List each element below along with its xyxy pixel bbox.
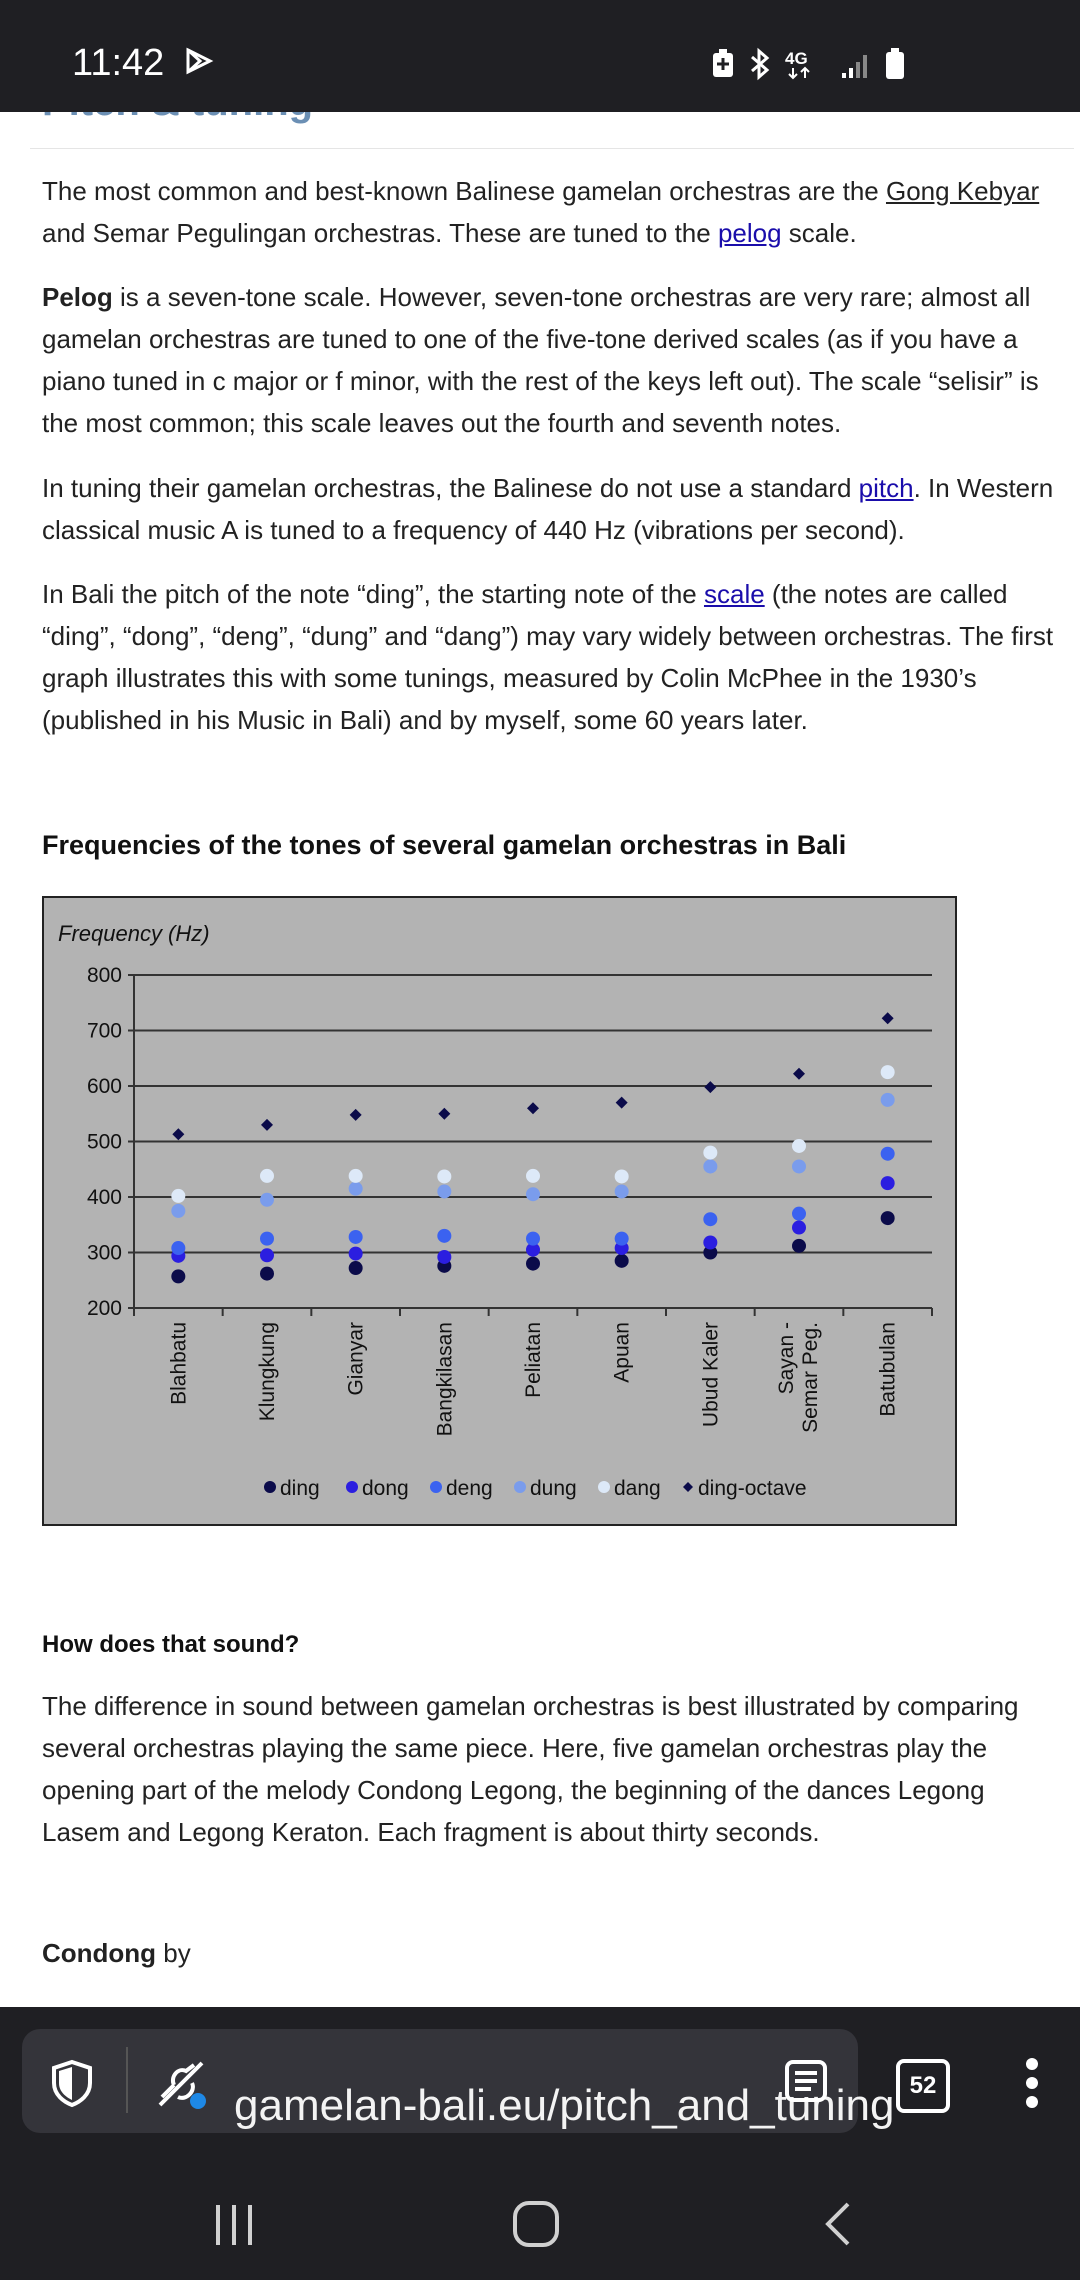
legend-label: deng — [446, 1477, 493, 1500]
y-tick-label: 200 — [86, 1297, 122, 1320]
data-point-ding — [349, 1261, 363, 1275]
data-point-dong — [349, 1247, 363, 1261]
y-tick-label: 300 — [86, 1241, 122, 1265]
data-point-dung — [260, 1193, 274, 1207]
battery-icon — [885, 48, 905, 85]
x-tick-label: Sayan - — [775, 1322, 798, 1395]
data-point-dang — [792, 1139, 806, 1153]
chart-heading: Frequencies of the tones of several gamelan orchestras in Bali — [42, 830, 847, 860]
data-point-ding — [526, 1257, 540, 1271]
data-point-deng — [615, 1232, 629, 1246]
paragraph-sound: The difference in sound between gamelan orchestras is best illustrated by comparing several orchestras playing the same piece. Here, five gamelan orchestras play the opening part of the melody Condong Legong, the beginning of the dances Legong Lasem and Legong Keraton. Each fragment is about thirty seconds. — [42, 1691, 1019, 1847]
x-tick-label: Blahbatu — [167, 1322, 191, 1405]
data-point-deng — [437, 1229, 451, 1243]
data-point-deng — [881, 1147, 895, 1161]
data-point-dung — [881, 1093, 895, 1107]
data-point-ding-octave — [527, 1102, 539, 1114]
legend-label: dong — [362, 1477, 409, 1500]
data-point-dang — [615, 1169, 629, 1183]
status-time: 11:42 — [72, 42, 165, 84]
url-divider — [126, 2047, 128, 2113]
legend-label: dung — [530, 1477, 577, 1500]
more-menu-icon[interactable] — [1022, 2057, 1042, 2114]
link-pitch[interactable]: pitch — [858, 473, 914, 503]
y-tick-label: 500 — [86, 1130, 122, 1154]
y-tick-label: 800 — [86, 964, 122, 987]
legend-marker — [683, 1482, 693, 1492]
data-point-dang — [703, 1146, 717, 1160]
tab-counter-button[interactable]: 52 — [896, 2059, 950, 2113]
data-point-deng — [526, 1232, 540, 1246]
system-navigation-bar — [0, 2170, 1080, 2280]
x-tick-label: Gianyar — [344, 1322, 368, 1396]
data-point-ding-octave — [704, 1081, 716, 1093]
status-bar — [0, 0, 1080, 112]
data-point-deng — [349, 1230, 363, 1244]
signal-icon — [841, 49, 871, 84]
link-pelog[interactable]: pelog — [717, 218, 782, 248]
paragraph-text: In Bali the pitch of the note “ding”, the starting note of the — [42, 579, 704, 609]
data-point-ding — [615, 1254, 629, 1268]
paragraph-text: by — [156, 1938, 191, 1968]
x-tick-label: Batubulan — [876, 1322, 900, 1417]
legend-label: ding-octave — [698, 1477, 807, 1500]
url-text[interactable]: gamelan-bali.eu/pitch_and_tuning — [234, 2081, 895, 2130]
data-point-ding-octave — [261, 1119, 273, 1131]
y-axis-label: Frequency (Hz) — [58, 921, 210, 946]
data-point-ding — [881, 1211, 895, 1225]
legend-marker — [264, 1481, 276, 1493]
paragraph-text: scale. — [781, 218, 857, 248]
network-label: 4G — [785, 49, 808, 68]
page-content — [0, 112, 1080, 2007]
x-tick-label: Semar Peg. — [799, 1322, 822, 1433]
legend-marker — [346, 1481, 358, 1493]
frequency-chart — [42, 896, 957, 1526]
paragraph-text: is a seven-tone scale. However, seven-tone orchestras are very rare; almost all gamelan orchestras are tuned to one of the five-tone derived scales (as if you have a piano tuned in c major or f minor, with the rest of the keys left out). The scale “selisir” is the most common; this scale leaves out the fourth and seventh notes. — [42, 282, 1039, 438]
recent-apps-icon[interactable] — [212, 2203, 256, 2252]
data-point-dong — [792, 1221, 806, 1235]
y-tick-label: 400 — [86, 1186, 122, 1209]
legend-label: dang — [614, 1477, 661, 1500]
legend-marker — [598, 1481, 610, 1493]
data-point-dung — [349, 1182, 363, 1196]
frequency-chart-svg — [44, 898, 955, 1524]
paragraph-text: The most common and best-known Balinese gamelan orchestras are the — [42, 176, 886, 206]
x-tick-label: Klungkung — [256, 1322, 279, 1422]
data-point-ding-octave — [616, 1097, 628, 1109]
paragraph-pelog — [42, 276, 1062, 444]
bold-term: Pelog — [42, 282, 113, 312]
data-point-dong — [437, 1250, 451, 1264]
data-point-dang — [437, 1169, 451, 1183]
data-point-dang — [260, 1169, 274, 1183]
reader-view-icon[interactable] — [784, 2059, 828, 2108]
data-point-dong — [703, 1236, 717, 1250]
paragraph-pitch — [42, 467, 1062, 551]
url-bar[interactable] — [22, 2029, 895, 2133]
back-icon[interactable] — [822, 2200, 852, 2253]
data-point-deng — [260, 1232, 274, 1246]
shield-icon[interactable] — [50, 2059, 94, 2112]
data-point-ding-octave — [438, 1108, 450, 1120]
link-scale[interactable]: scale — [703, 579, 765, 609]
paragraph-text: (the notes are called “ding”, “dong”, “deng”, “dung” and “dang”) may vary widely between orchestras. The first graph illustrates this with some tunings, measured by Colin McPhee in the 1930’s (published in his Music in Bali) and by myself, some 60 years later. — [42, 579, 1054, 735]
bold-term: Condong — [42, 1938, 157, 1968]
insecure-connection-icon[interactable] — [156, 2057, 208, 2114]
x-tick-label: Apuan — [610, 1322, 634, 1383]
data-point-ding — [792, 1239, 806, 1253]
y-tick-label: 700 — [86, 1019, 122, 1043]
data-point-dung — [171, 1204, 185, 1218]
data-point-ding-octave — [350, 1109, 362, 1121]
data-point-dung — [703, 1159, 717, 1173]
y-tick-label: 600 — [86, 1075, 122, 1098]
paragraph-text: In tuning their gamelan orchestras, the Balinese do not use a standard — [42, 473, 859, 503]
data-point-dung — [437, 1184, 451, 1198]
legend-label: ding — [280, 1477, 320, 1500]
paragraph-text: . In Western classical music A is tuned to a frequency of 440 Hz (vibrations per second). — [42, 473, 1054, 545]
x-tick-label: Peliatan — [522, 1322, 545, 1398]
data-point-dung — [792, 1159, 806, 1173]
data-point-deng — [703, 1212, 717, 1226]
paragraph-condong — [42, 1932, 1062, 1974]
paragraph-text: and Semar Pegulingan orchestras. These are tuned to the — [42, 218, 718, 248]
bluetooth-icon — [749, 48, 771, 85]
legend-marker — [514, 1481, 526, 1493]
home-icon[interactable] — [512, 2200, 560, 2253]
subheading-how-does-that-sound: How does that sound? — [42, 1631, 300, 1658]
data-point-dung — [526, 1187, 540, 1201]
battery-saver-icon — [711, 49, 735, 84]
data-point-ding — [171, 1269, 185, 1283]
play-store-icon — [186, 48, 212, 79]
data-point-dong — [260, 1248, 274, 1262]
data-point-deng — [792, 1207, 806, 1221]
paragraph-intro — [42, 170, 1062, 254]
heading-divider — [30, 148, 1074, 149]
data-point-dang — [526, 1169, 540, 1183]
4g-icon — [785, 48, 827, 85]
data-point-ding-octave — [172, 1128, 184, 1140]
x-tick-label: Ubud Kaler — [699, 1322, 723, 1428]
data-point-ding — [260, 1267, 274, 1281]
data-point-dung — [615, 1184, 629, 1198]
paragraph-ding — [42, 573, 1062, 741]
link-gong-kebyar[interactable]: Gong Kebyar — [885, 176, 1040, 206]
data-point-dong — [881, 1176, 895, 1190]
data-point-deng — [171, 1241, 185, 1255]
x-tick-label: Bangkilasan — [433, 1322, 457, 1437]
data-point-ding-octave — [882, 1012, 894, 1024]
data-point-ding-octave — [793, 1068, 805, 1080]
data-point-dang — [881, 1065, 895, 1079]
data-point-dang — [349, 1169, 363, 1183]
data-point-dang — [171, 1189, 185, 1203]
legend-marker — [430, 1481, 442, 1493]
status-icons — [711, 48, 905, 85]
